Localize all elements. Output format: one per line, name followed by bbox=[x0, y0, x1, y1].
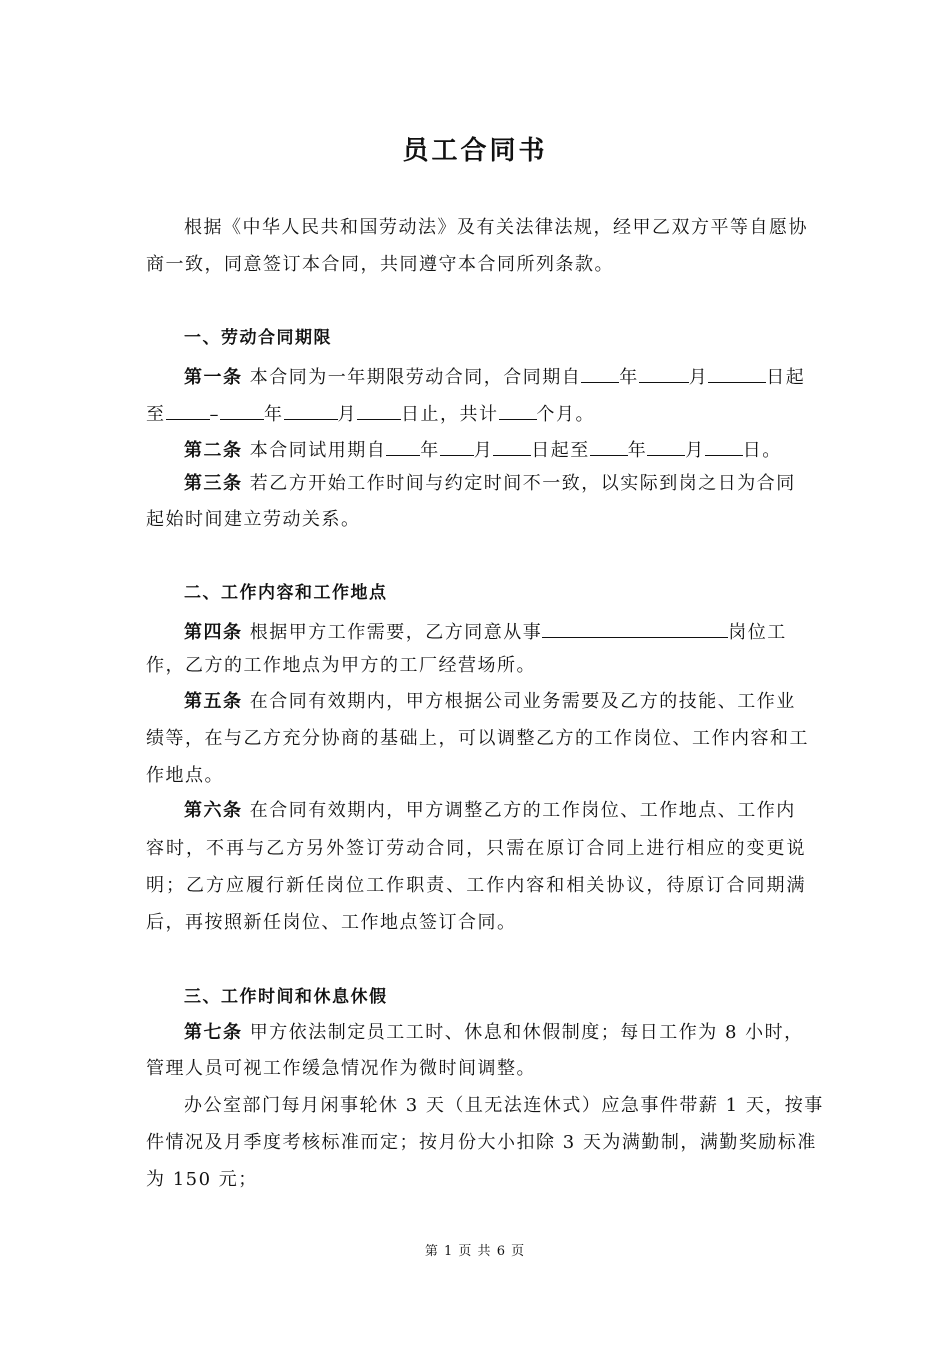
blank-field bbox=[590, 438, 628, 456]
article-1-label: 第一条 bbox=[184, 367, 243, 388]
blank-field bbox=[639, 365, 689, 383]
article-4-label: 第四条 bbox=[184, 622, 243, 643]
intro-line-2: 商一致，同意签订本合同，共同遵守本合同所列条款。 bbox=[146, 254, 614, 275]
article-3-label: 第三条 bbox=[184, 473, 243, 494]
blank-field bbox=[542, 620, 728, 638]
document-title: 员工合同书 bbox=[402, 136, 548, 166]
blank-field bbox=[581, 365, 619, 383]
blank-field bbox=[284, 402, 338, 420]
paragraph-line-3: 为 150 元； bbox=[146, 1169, 258, 1190]
article-6-line-4: 后，再按照新任岗位、工作地点签订合同。 bbox=[146, 912, 517, 933]
article-4-line-1: 第四条 根据甲方工作需要，乙方同意从事 岗位工 bbox=[184, 622, 787, 643]
article-4-line-2: 作，乙方的工作地点为甲方的工厂经营场所。 bbox=[146, 655, 536, 676]
intro-line-1: 根据《中华人民共和国劳动法》及有关法律法规，经甲乙双方平等自愿协 bbox=[184, 217, 808, 238]
article-2-line-1: 第二条 本合同试用期自 年 月 日起至 年 月 日。 bbox=[184, 440, 782, 461]
article-3-line-1: 第三条 若乙方开始工作时间与约定时间不一致，以实际到岗之日为合同 bbox=[184, 473, 796, 494]
article-7-label: 第七条 bbox=[184, 1022, 243, 1043]
blank-field bbox=[440, 438, 474, 456]
article-3-line-2: 起始时间建立劳动关系。 bbox=[146, 509, 361, 530]
blank-field bbox=[386, 438, 420, 456]
blank-field bbox=[499, 402, 537, 420]
paragraph-line-1: 办公室部门每月闲事轮休 3 天（且无法连休式）应急事件带薪 1 天，按事 bbox=[184, 1095, 824, 1116]
blank-field bbox=[705, 438, 743, 456]
article-6-label: 第六条 bbox=[184, 800, 243, 821]
paragraph-line-2: 件情况及月季度考核标准而定；按月份大小扣除 3 天为满勤制，满勤奖励标准 bbox=[146, 1132, 817, 1153]
article-6-line-1: 第六条 在合同有效期内，甲方调整乙方的工作岗位、工作地点、工作内 bbox=[184, 800, 796, 821]
article-6-line-2: 容时，不再与乙方另外签订劳动合同，只需在原订合同上进行相应的变更说 bbox=[146, 838, 806, 859]
page-footer: 第 1 页 共 6 页 bbox=[424, 1244, 526, 1259]
article-1-line-2: 至 – 年 月 日止，共计 个月。 bbox=[146, 404, 595, 425]
article-5-label: 第五条 bbox=[184, 691, 243, 712]
article-7-line-1: 第七条 甲方依法制定员工工时、休息和休假制度；每日工作为 8 小时， bbox=[184, 1022, 804, 1043]
blank-field bbox=[708, 365, 766, 383]
section-3-heading: 三、工作时间和休息休假 bbox=[184, 987, 388, 1007]
section-1-heading: 一、劳动合同期限 bbox=[184, 328, 332, 348]
blank-field bbox=[493, 438, 531, 456]
article-6-line-3: 明；乙方应履行新任岗位工作职责、工作内容和相关协议，待原订合同期满 bbox=[146, 875, 806, 896]
article-1-line-1: 第一条 本合同为一年期限劳动合同，合同期自 年 月 日起 bbox=[184, 367, 806, 388]
article-2-label: 第二条 bbox=[184, 440, 243, 461]
blank-field bbox=[357, 402, 401, 420]
article-5-line-3: 作地点。 bbox=[146, 765, 224, 786]
article-5-line-1: 第五条 在合同有效期内，甲方根据公司业务需要及乙方的技能、工作业 bbox=[184, 691, 796, 712]
article-7-line-2: 管理人员可视工作缓急情况作为微时间调整。 bbox=[146, 1058, 536, 1079]
section-2-heading: 二、工作内容和工作地点 bbox=[184, 583, 388, 603]
blank-field bbox=[647, 438, 685, 456]
blank-field bbox=[220, 402, 264, 420]
blank-field bbox=[166, 402, 210, 420]
article-5-line-2: 绩等，在与乙方充分协商的基础上，可以调整乙方的工作岗位、工作内容和工 bbox=[146, 728, 809, 749]
